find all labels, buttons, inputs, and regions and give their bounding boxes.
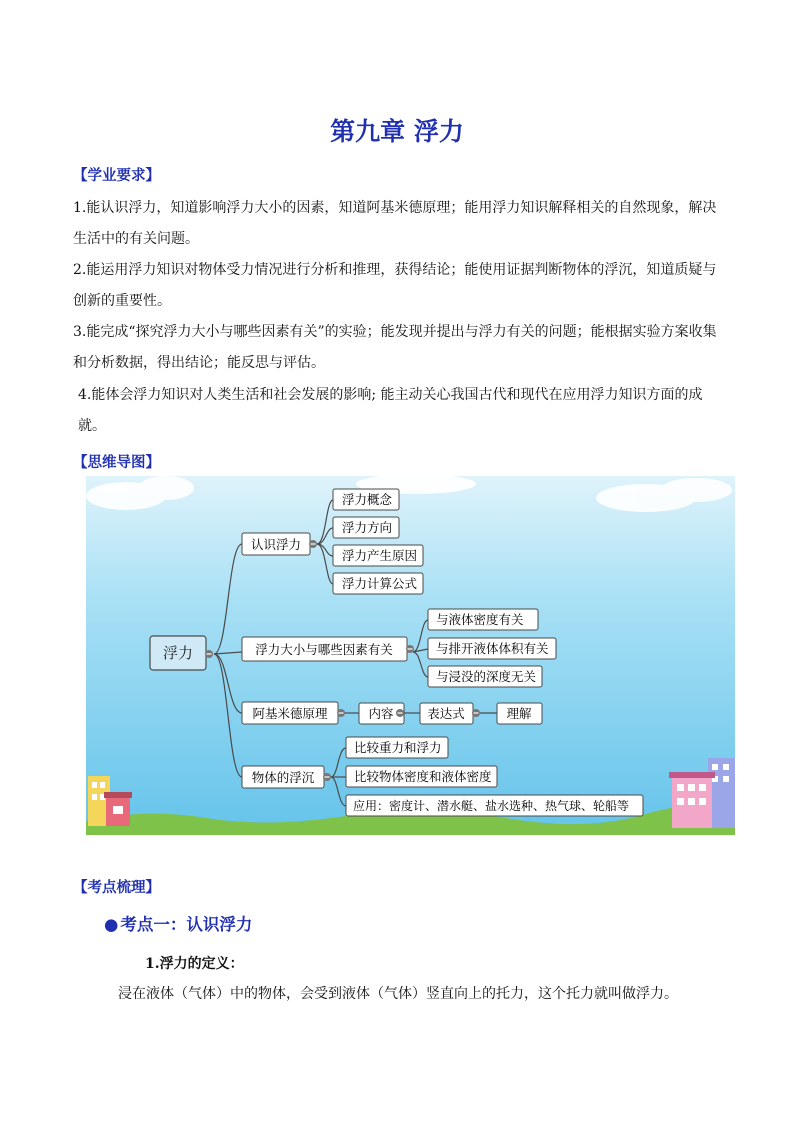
kaodian-title: 考点一：认识浮力 (120, 915, 253, 934)
section-heading-mindmap: 【思维导图】 (73, 455, 160, 471)
mind-map (86, 476, 735, 835)
page-title: 第九章 浮力 (330, 117, 464, 146)
leaf-fuli-gongshi: 浮力计算公式 (342, 576, 418, 591)
requirement-3: 3.能完成“探究浮力大小与哪些因素有关”的实验；能发现并提出与浮力有关的问题；能根据实验方案收集和分析数据，得出结论；能反思与评估。 (73, 324, 717, 371)
leaf-fuli-fangxiang: 浮力方向 (342, 520, 393, 535)
leaf-yeti-midu: 与液体密度有关 (436, 612, 524, 627)
definition-text: 浸在液体（气体）中的物体，会受到液体（气体）竖直向上的托力，这个托力就叫做浮力。 (118, 986, 678, 1002)
bullet-icon: ● (104, 915, 119, 934)
leaf-zhongli-fuli: 比较重力和浮力 (354, 740, 442, 755)
leaf-yingyong: 应用：密度计、潜水艇、盐水选种、热气球、轮船等 (353, 799, 630, 813)
leaf-paikai-tiji: 与排开液体体积有关 (436, 641, 549, 656)
section-heading-points: 【考点梳理】 (73, 880, 160, 896)
leaf-fuli-gainian: 浮力概念 (342, 492, 393, 507)
branch-fuli-daxiao: 浮力大小与哪些因素有关 (255, 642, 393, 657)
requirement-1: 1.能认识浮力，知道影响浮力大小的因素，知道阿基米德原理；能用浮力知识解释相关的自然现象，解决生活中的有关问题。 (73, 200, 717, 247)
section-heading-requirements: 【学业要求】 (73, 168, 160, 184)
mindmap-root-label: 浮力 (162, 644, 194, 662)
leaf-jinmo-shendu: 与浸没的深度无关 (436, 669, 537, 684)
leaf-fuli-yuanyin: 浮力产生原因 (342, 548, 418, 563)
chain-lijie: 理解 (506, 706, 532, 721)
chain-biaodashi: 表达式 (427, 706, 465, 721)
requirement-2: 2.能运用浮力知识对物体受力情况进行分析和推理，获得结论；能使用证据判断物体的浮沉，知道质疑与创新的重要性。 (73, 262, 717, 309)
branch-renshi-fuli: 认识浮力 (250, 537, 302, 552)
branch-ajimide: 阿基米德原理 (252, 706, 328, 721)
leaf-midu-bijiao: 比较物体密度和液体密度 (354, 769, 492, 784)
kaodian-heading (104, 911, 252, 935)
definition-heading: 1.浮力的定义： (145, 956, 244, 972)
branch-fuchen: 物体的浮沉 (251, 770, 315, 785)
chain-neirong: 内容 (368, 706, 394, 721)
requirement-4: 4.能体会浮力知识对人类生活和社会发展的影响; 能主动关心我国古代和现代在应用浮力知识方面的成就。 (78, 387, 703, 434)
